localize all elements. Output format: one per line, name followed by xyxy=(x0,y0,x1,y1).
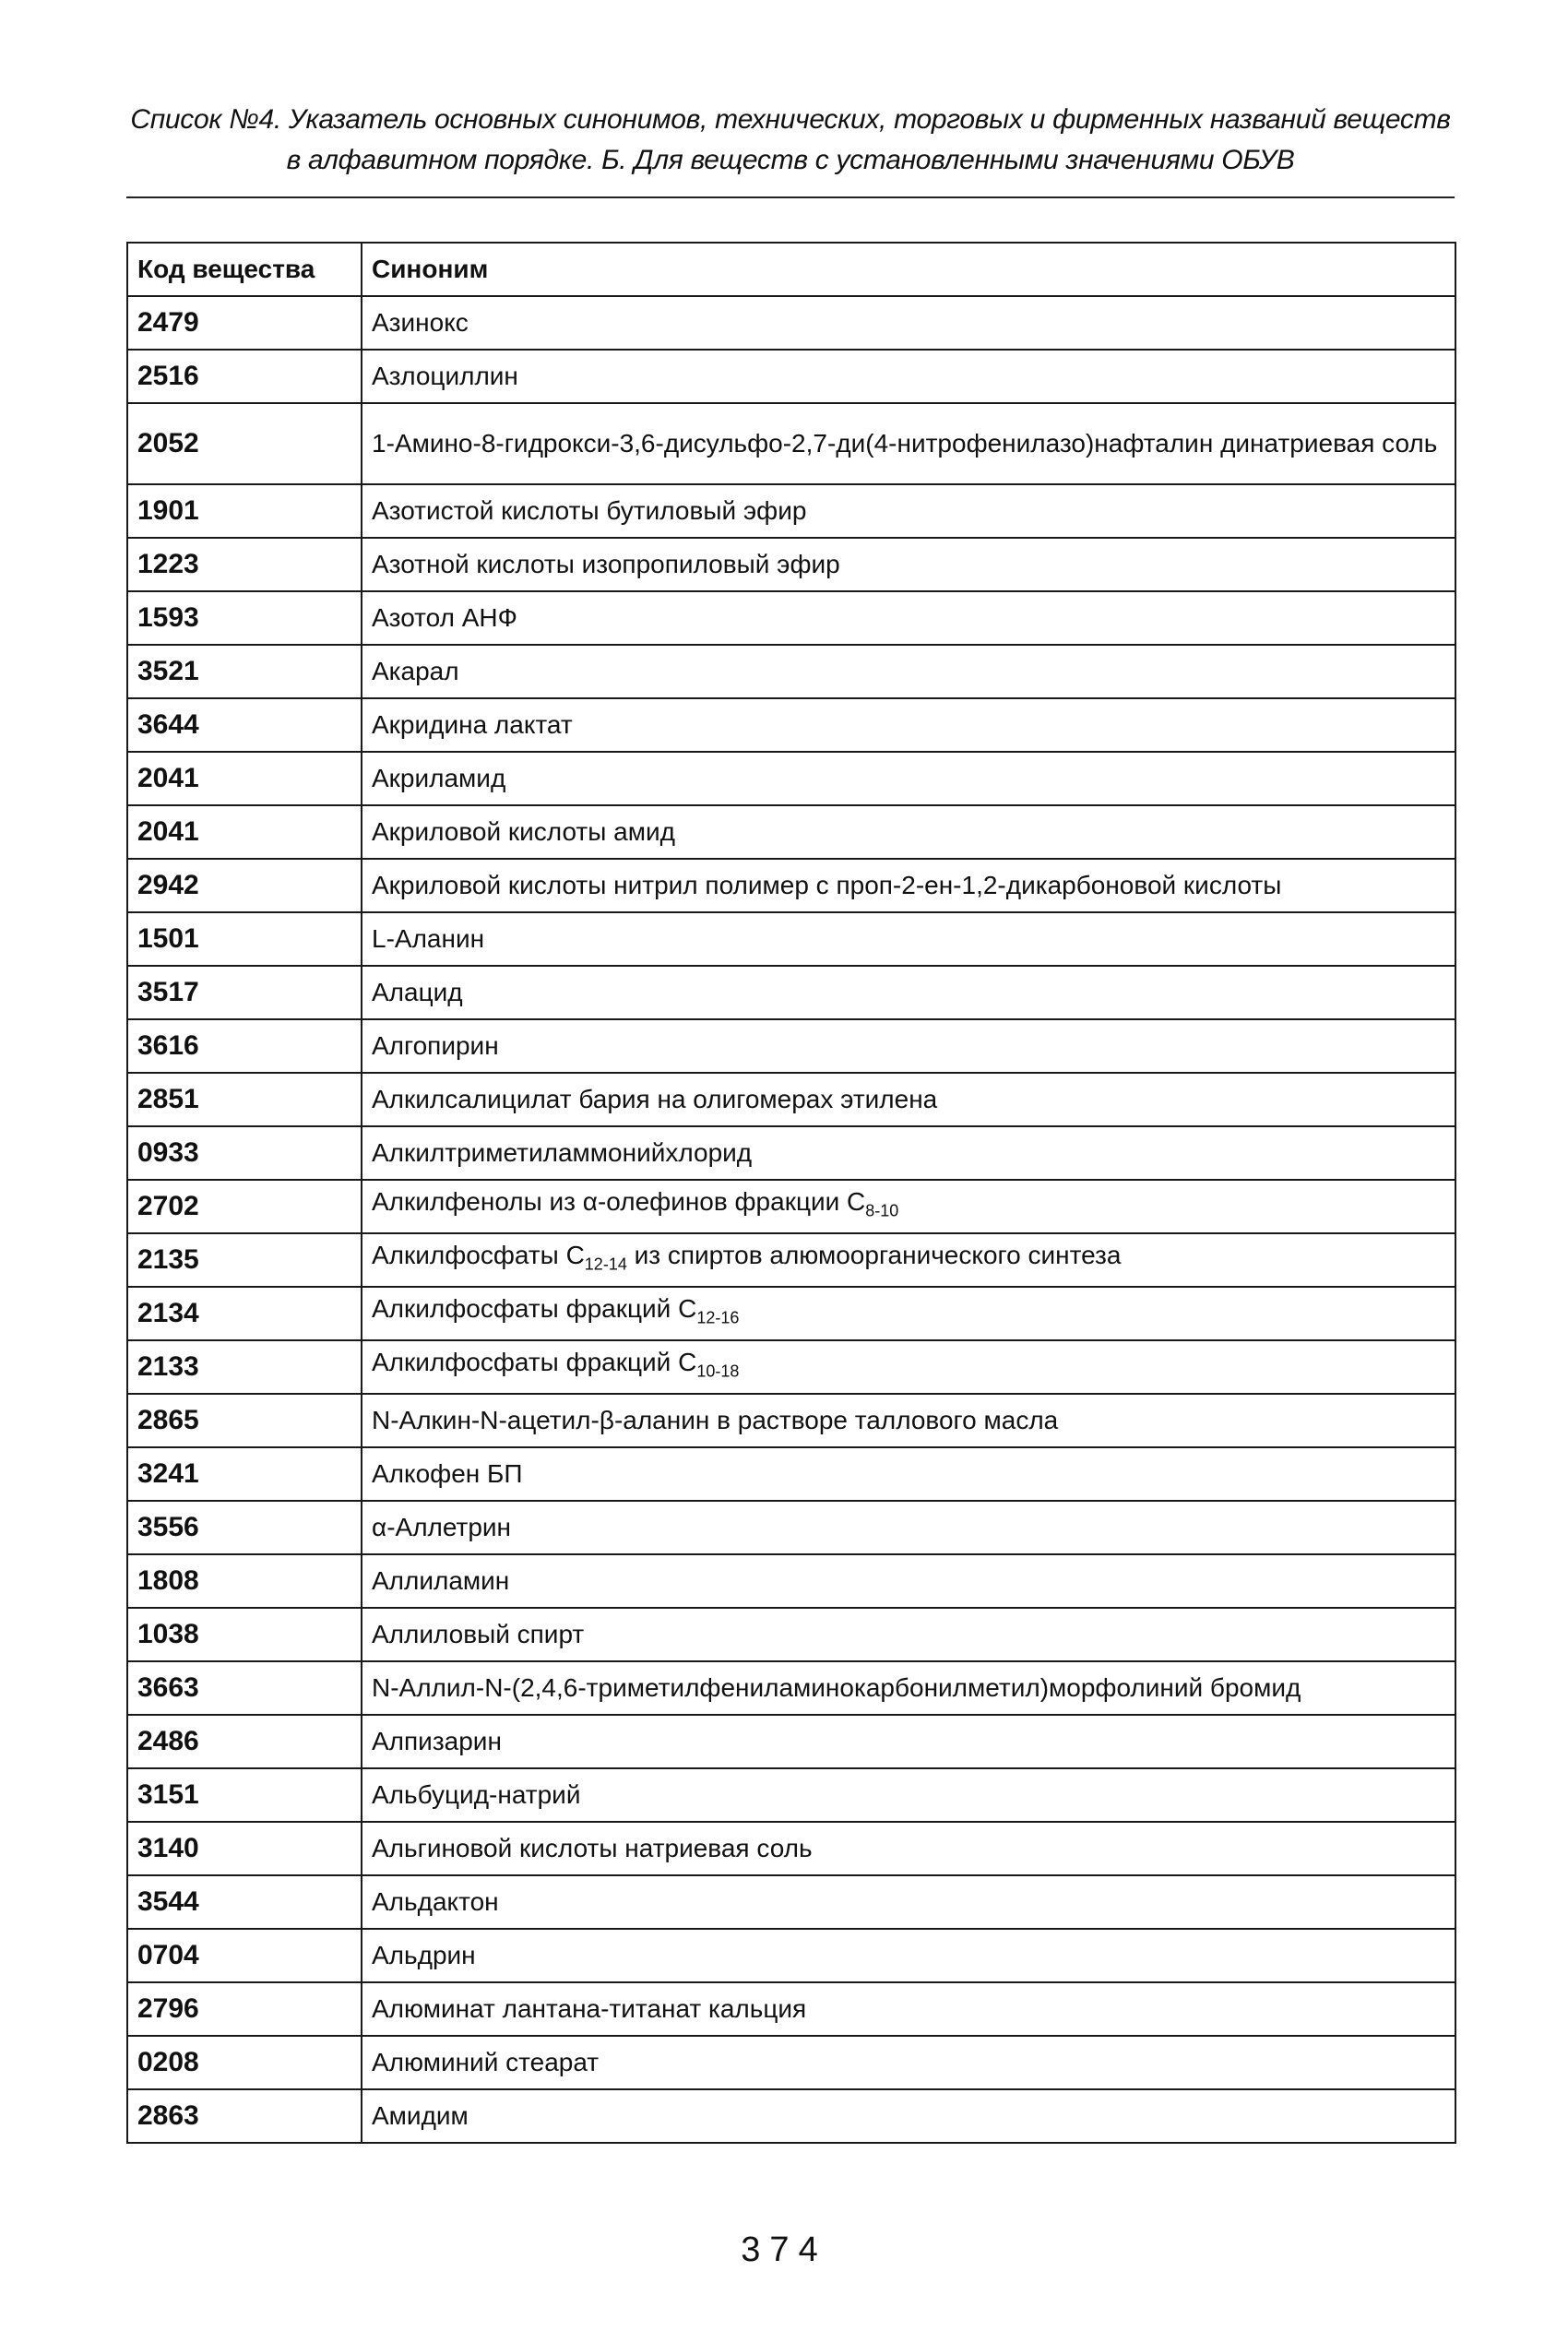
synonym-text: Альдактон xyxy=(372,1887,499,1916)
synonym-text: Альдрин xyxy=(372,1941,476,1969)
synonym-text: Акарал xyxy=(372,657,459,685)
synonym-text: Амидим xyxy=(372,2101,469,2130)
synonym-text: Алкилфосфаты фракций C xyxy=(372,1348,697,1377)
synonym-cell xyxy=(362,1126,1455,1180)
synonyms-table xyxy=(126,242,1456,2144)
synonym-text: Алацид xyxy=(372,978,463,1006)
table-row xyxy=(127,1180,1455,1233)
synonym-text: Алпизарин xyxy=(372,1727,502,1755)
substance-code-cell: 2851 xyxy=(127,1073,362,1126)
synonym-cell xyxy=(362,1608,1455,1661)
synonym-cell xyxy=(362,912,1455,966)
synonym-cell xyxy=(362,1019,1455,1073)
substance-code-cell: 1901 xyxy=(127,484,362,538)
substance-code-cell: 2133 xyxy=(127,1340,362,1394)
synonym-cell xyxy=(362,1180,1455,1233)
synonym-cell xyxy=(362,752,1455,805)
page-number: 374 xyxy=(741,2230,827,2269)
synonym-text: Акриламид xyxy=(372,764,506,792)
substance-code-cell: 3241 xyxy=(127,1447,362,1501)
synonym-cell xyxy=(362,538,1455,591)
synonym-text: N-Алкин-N-ацетил-β-аланин в растворе таллового масла xyxy=(372,1406,1059,1434)
substance-code-cell: 2135 xyxy=(127,1233,362,1287)
substance-code-cell: 3616 xyxy=(127,1019,362,1073)
substance-code-cell: 0933 xyxy=(127,1126,362,1180)
table-row xyxy=(127,1554,1455,1608)
synonym-text: Алгопирин xyxy=(372,1031,499,1060)
synonym-cell xyxy=(362,1715,1455,1768)
substance-code-cell: 3140 xyxy=(127,1822,362,1875)
synonym-subscript: 8-10 xyxy=(865,1201,899,1220)
synonym-text: Алкилфосфаты фракций C xyxy=(372,1294,697,1324)
synonym-cell xyxy=(362,2089,1455,2143)
substance-code-cell: 1501 xyxy=(127,912,362,966)
substance-code-cell: 2702 xyxy=(127,1180,362,1233)
table-row xyxy=(127,1982,1455,2036)
synonym-text-tail: из спиртов алюмоорганического синтеза xyxy=(626,1241,1122,1270)
synonym-cell xyxy=(362,859,1455,912)
synonym-text: Алюминий стеарат xyxy=(372,2048,600,2076)
synonym-text: Алкилсалицилат бария на олигомерах этилена xyxy=(372,1085,938,1113)
table-row xyxy=(127,1394,1455,1447)
synonym-cell xyxy=(362,1501,1455,1554)
table-row xyxy=(127,1447,1455,1501)
synonym-cell xyxy=(362,350,1455,403)
substance-code-cell: 3544 xyxy=(127,1875,362,1929)
substance-code-cell: 2516 xyxy=(127,350,362,403)
synonym-text: Алкилфенолы из α-олефинов фракции C xyxy=(372,1187,866,1217)
synonym-subscript: 12-16 xyxy=(696,1308,740,1327)
synonym-text: Азинокс xyxy=(372,308,469,337)
synonym-text: Акридина лактат xyxy=(372,710,573,739)
synonym-text: Альгиновой кислоты натриевая соль xyxy=(372,1834,813,1862)
substance-code-cell: 2486 xyxy=(127,1715,362,1768)
synonym-cell xyxy=(362,296,1455,350)
substance-code-cell: 3151 xyxy=(127,1768,362,1822)
substance-code-cell: 0208 xyxy=(127,2036,362,2089)
synonym-text: Азотной кислоты изопропиловый эфир xyxy=(372,550,840,578)
table-row xyxy=(127,2089,1455,2143)
synonym-text: 1-Амино-8-гидрокси-3,6-дисульфо-2,7-ди(4-нитрофенилазо)нафталин динатриевая соль xyxy=(372,429,1438,458)
table-row xyxy=(127,1019,1455,1073)
synonym-cell xyxy=(362,1073,1455,1126)
table-header-row xyxy=(127,243,1455,296)
synonym-text: Алюминат лантана-титанат кальция xyxy=(372,1994,807,2023)
substance-code-cell: 3644 xyxy=(127,698,362,752)
substance-code-cell: 2041 xyxy=(127,752,362,805)
synonym-cell xyxy=(362,1822,1455,1875)
synonym-text: Алкилтриметиламмонийхлорид xyxy=(372,1138,753,1167)
column-header-code: Код вещества xyxy=(127,243,362,296)
substance-code-cell: 1808 xyxy=(127,1554,362,1608)
header-line-2: в алфавитном порядке. Б. Для веществ с установленными значениями ОБУВ xyxy=(286,145,1295,175)
substance-code-cell: 2796 xyxy=(127,1982,362,2036)
synonym-cell xyxy=(362,1233,1455,1287)
synonym-cell xyxy=(362,645,1455,698)
table-row xyxy=(127,1768,1455,1822)
synonym-cell xyxy=(362,1768,1455,1822)
synonym-cell xyxy=(362,1929,1455,1982)
synonym-cell xyxy=(362,1394,1455,1447)
synonym-cell xyxy=(362,1287,1455,1340)
table-row xyxy=(127,591,1455,645)
substance-code-cell: 0704 xyxy=(127,1929,362,1982)
table-row xyxy=(127,2036,1455,2089)
synonym-cell xyxy=(362,1340,1455,1394)
substance-code-cell: 2942 xyxy=(127,859,362,912)
synonym-text: α-Аллетрин xyxy=(372,1513,512,1541)
table-row xyxy=(127,1929,1455,1982)
table-row xyxy=(127,1608,1455,1661)
substance-code-cell: 2041 xyxy=(127,805,362,859)
table-row xyxy=(127,912,1455,966)
table-row xyxy=(127,1715,1455,1768)
synonym-cell xyxy=(362,1661,1455,1715)
substance-code-cell: 2865 xyxy=(127,1394,362,1447)
synonym-cell xyxy=(362,698,1455,752)
column-header-synonym: Синоним xyxy=(362,243,1455,296)
table-row xyxy=(127,484,1455,538)
substance-code-cell: 3663 xyxy=(127,1661,362,1715)
table-row xyxy=(127,698,1455,752)
table-row xyxy=(127,403,1455,484)
substance-code-cell: 1593 xyxy=(127,591,362,645)
synonym-cell xyxy=(362,1554,1455,1608)
table-row xyxy=(127,1073,1455,1126)
table-row xyxy=(127,1661,1455,1715)
synonym-cell xyxy=(362,403,1455,484)
substance-code-cell: 3517 xyxy=(127,966,362,1019)
table-row xyxy=(127,1233,1455,1287)
synonym-text: Азлоциллин xyxy=(372,362,518,390)
synonym-subscript: 10-18 xyxy=(696,1362,740,1381)
table-row xyxy=(127,859,1455,912)
synonym-cell xyxy=(362,1447,1455,1501)
header-divider xyxy=(126,196,1455,198)
synonym-text: Азотол АНФ xyxy=(372,603,517,632)
table-row xyxy=(127,1287,1455,1340)
synonym-text: Аллиловый спирт xyxy=(372,1620,585,1648)
synonym-cell xyxy=(362,966,1455,1019)
header-line-1: Список №4. Указатель основных синонимов, технических, торговых и фирменных названий веществ xyxy=(130,104,1451,135)
synonym-text: Азотистой кислоты бутиловый эфир xyxy=(372,496,807,525)
synonym-text: Акриловой кислоты нитрил полимер с проп-2-ен-1,2-дикарбоновой кислоты xyxy=(372,871,1282,899)
page-header xyxy=(126,100,1455,181)
table-row xyxy=(127,1340,1455,1394)
synonym-text: Алкофен БП xyxy=(372,1459,523,1488)
table-row xyxy=(127,538,1455,591)
synonym-text: L-Аланин xyxy=(372,924,485,953)
synonym-subscript: 12-14 xyxy=(584,1255,627,1274)
substance-code-cell: 2479 xyxy=(127,296,362,350)
table-row xyxy=(127,1126,1455,1180)
table-row xyxy=(127,752,1455,805)
synonym-cell xyxy=(362,1875,1455,1929)
synonym-text: N-Аллил-N-(2,4,6-триметилфениламинокарбонилметил)морфолиний бромид xyxy=(372,1673,1301,1702)
table-row xyxy=(127,296,1455,350)
substance-code-cell: 3521 xyxy=(127,645,362,698)
substance-code-cell: 2134 xyxy=(127,1287,362,1340)
table-body xyxy=(127,296,1455,2143)
synonym-cell xyxy=(362,805,1455,859)
substance-code-cell: 3556 xyxy=(127,1501,362,1554)
substance-code-cell: 1223 xyxy=(127,538,362,591)
table-row xyxy=(127,1875,1455,1929)
table-row xyxy=(127,1822,1455,1875)
synonym-cell xyxy=(362,484,1455,538)
table-row xyxy=(127,645,1455,698)
synonym-cell xyxy=(362,591,1455,645)
table-row xyxy=(127,966,1455,1019)
table-row xyxy=(127,350,1455,403)
synonym-cell xyxy=(362,1982,1455,2036)
synonym-text: Альбуцид-натрий xyxy=(372,1780,581,1809)
table-row xyxy=(127,1501,1455,1554)
table-row xyxy=(127,805,1455,859)
synonym-text: Алкилфосфаты C xyxy=(372,1241,585,1270)
synonym-cell xyxy=(362,2036,1455,2089)
synonym-text: Аллиламин xyxy=(372,1566,510,1595)
substance-code-cell: 2863 xyxy=(127,2089,362,2143)
substance-code-cell: 2052 xyxy=(127,403,362,484)
synonym-text: Акриловой кислоты амид xyxy=(372,817,675,846)
substance-code-cell: 1038 xyxy=(127,1608,362,1661)
